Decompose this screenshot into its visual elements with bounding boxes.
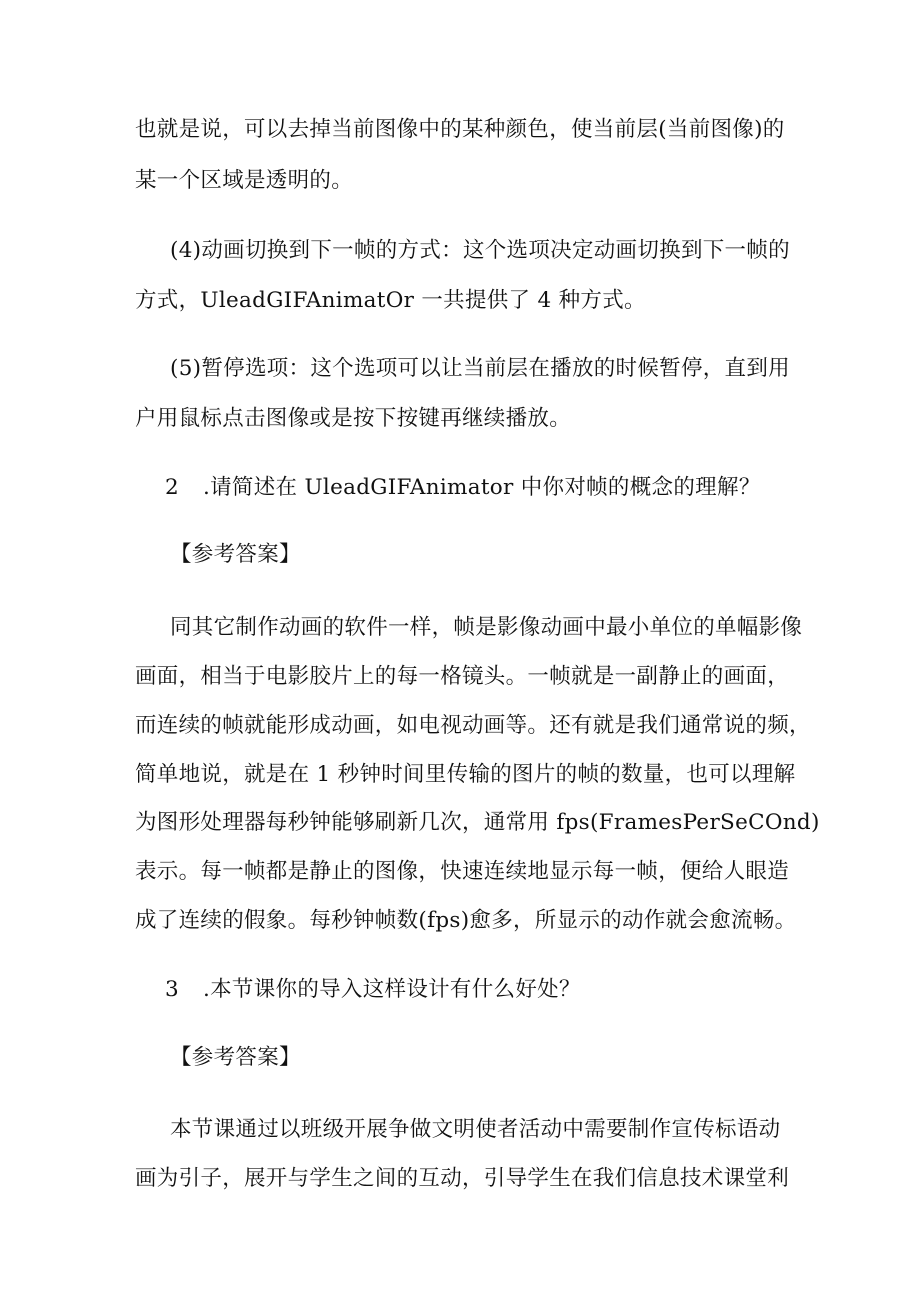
paragraph-line: 也就是说，可以去掉当前图像中的某种颜色，使当前层(当前图像)的: [135, 117, 785, 142]
answer-line: 画面，相当于电影胶片上的每一格镜头。一帧就是一副静止的画面，: [135, 664, 790, 689]
answer-line: 画为引子，展开与学生之间的互动，引导学生在我们信息技术课堂利: [135, 1166, 790, 1191]
item-5-line: 户用鼠标点击图像或是按下按键再继续播放。: [135, 406, 572, 431]
answer-line: 表示。每一帧都是静止的图像，快速连续地显示每一帧，便给人眼造: [135, 859, 790, 884]
question-3-number: 3: [165, 977, 179, 1002]
item-5-line: (5)暂停选项：这个选项可以让当前层在播放的时候暂停，直到用: [170, 356, 790, 381]
question-2-number: 2: [165, 475, 179, 500]
question-3-text: .本节课你的导入这样设计有什么好处？: [203, 977, 581, 1002]
answer-line: 同其它制作动画的软件一样，帧是影像动画中最小单位的单幅影像: [170, 615, 803, 640]
answer-line: 成了连续的假象。每秒钟帧数(fps)愈多，所显示的动作就会愈流畅。: [135, 908, 797, 933]
answer-label: 【参考答案】: [170, 542, 301, 567]
answer-label: 【参考答案】: [170, 1045, 301, 1070]
question-2-text: .请简述在 UleadGIFAnimator 中你对帧的概念的理解？: [203, 475, 761, 500]
paragraph-line: 某一个区域是透明的。: [135, 168, 354, 193]
item-4-line: 方式，UleadGIFAnimatOr 一共提供了 4 种方式。: [135, 288, 646, 313]
answer-line: 为图形处理器每秒钟能够刷新几次，通常用 fps(FramesPerSeCOnd): [135, 810, 820, 835]
answer-line: 本节课通过以班级开展争做文明使者活动中需要制作宣传标语动: [170, 1117, 781, 1142]
item-4-line: (4)动画切换到下一帧的方式：这个选项决定动画切换到下一帧的: [170, 238, 790, 263]
answer-line: 而连续的帧就能形成动画，如电视动画等。还有就是我们通常说的频，: [135, 713, 811, 738]
answer-line: 简单地说，就是在 1 秒钟时间里传输的图片的帧的数量，也可以理解: [135, 762, 796, 787]
